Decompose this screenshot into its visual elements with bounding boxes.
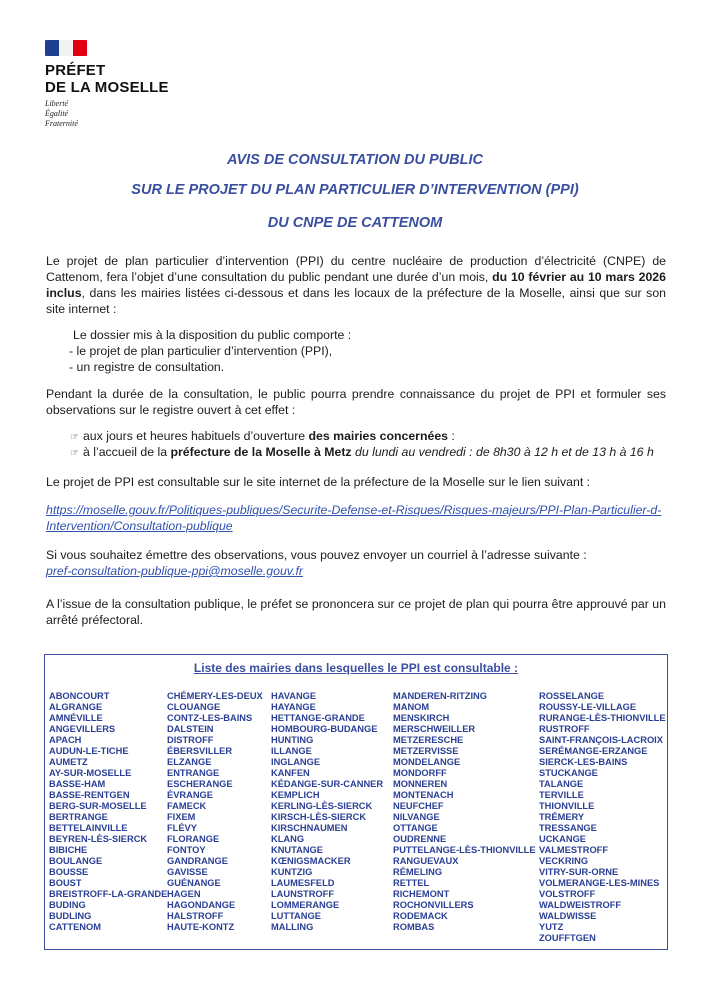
mairie-item: RUSTROFF xyxy=(539,724,590,734)
mairie-item: LAUMESFELD xyxy=(271,878,335,888)
marianne-flag-icon xyxy=(45,40,87,56)
mairie-item: WALDWISSE xyxy=(539,911,597,921)
republic-motto xyxy=(45,99,205,129)
title-line-2: SUR LE PROJET DU PLAN PARTICULIER D’INTERVENTION (PPI) xyxy=(131,182,579,198)
mairie-item: ZOUFFTGEN xyxy=(539,933,596,943)
mairies-column-5 xyxy=(539,691,666,944)
mairie-item: KANFEN xyxy=(271,768,310,778)
pointing-hand-icon: ☞ xyxy=(70,448,79,459)
mairie-item: HAGEN xyxy=(167,889,201,899)
mairie-item: ROSSELANGE xyxy=(539,691,605,701)
mairie-item: VITRY-SUR-ORNE xyxy=(539,867,619,877)
email-paragraph: Si vous souhaitez émettre des observations, vous pouvez envoyer un courriel à l’adresse suivante : pref-consultation-publique-ppi@moselle.gouv.fr xyxy=(46,547,666,579)
mairies-title: Liste des mairies dans lesquelles le PPI est consultable : xyxy=(193,661,519,675)
mairie-item: SERÉMANGE-ERZANGE xyxy=(539,746,648,756)
mairie-item: RANGUEVAUX xyxy=(393,856,459,866)
mairie-item: ROCHONVILLERS xyxy=(393,900,474,910)
mairie-item: BIBICHE xyxy=(49,845,88,855)
mairie-item: GAVISSE xyxy=(167,867,208,877)
mairie-item: ELZANGE xyxy=(167,757,212,767)
mairie-item: HETTANGE-GRANDE xyxy=(271,713,365,723)
mairie-item: GANDRANGE xyxy=(167,856,228,866)
mairie-item: KERLING-LÈS-SIERCK xyxy=(271,801,373,811)
mairie-item: KLANG xyxy=(271,834,305,844)
mairie-item: MALLING xyxy=(271,922,314,932)
mairie-item: KUNTZIG xyxy=(271,867,313,877)
mairie-item: ALGRANGE xyxy=(49,702,103,712)
email-link[interactable]: pref-consultation-publique-ppi@moselle.gouv.fr xyxy=(46,564,303,578)
mairie-item: DISTROFF xyxy=(167,735,214,745)
mairie-item: METZERESCHE xyxy=(393,735,464,745)
mairie-item: INGLANGE xyxy=(271,757,321,767)
consultation-paragraph: Pendant la durée de la consultation, le public pourra prendre connaissance du projet de PPI et formuler ses observations sur le registre ouvert à cet effet : xyxy=(46,387,666,417)
mairie-item: LAUNSTROFF xyxy=(271,889,335,899)
mairie-item: PUTTELANGE-LÈS-THIONVILLE xyxy=(393,845,536,855)
mairie-item: BREISTROFF-LA-GRANDE xyxy=(49,889,168,899)
mairie-item: METZERVISSE xyxy=(393,746,459,756)
mairie-item: GUÉNANGE xyxy=(167,878,221,888)
mairie-item: MANDEREN-RITZING xyxy=(393,691,487,701)
mairie-item: MONTENACH xyxy=(393,790,454,800)
mairie-item: ENTRANGE xyxy=(167,768,220,778)
mairie-item: VALMESTROFF xyxy=(539,845,609,855)
mairie-item: APACH xyxy=(49,735,82,745)
mairie-item: RURANGE-LÈS-THIONVILLE xyxy=(539,713,666,723)
mairie-item: STUCKANGE xyxy=(539,768,598,778)
mairie-item: FLÉVY xyxy=(167,823,197,833)
mairie-item: ABONCOURT xyxy=(49,691,110,701)
mairie-item: YUTZ xyxy=(539,922,564,932)
mairie-item: TRÉMERY xyxy=(539,812,585,822)
mairie-item: MONDORFF xyxy=(393,768,447,778)
mairie-item: BUDING xyxy=(49,900,86,910)
locations-list xyxy=(70,428,680,460)
mairie-item: CONTZ-LES-BAINS xyxy=(167,713,253,723)
mairie-item: KŒNIGSMACKER xyxy=(271,856,351,866)
mairies-column-2 xyxy=(167,691,263,933)
mairie-item: TALANGE xyxy=(539,779,584,789)
mairie-item: MENSKIRCH xyxy=(393,713,450,723)
motto-egalite: Égalité xyxy=(45,109,69,118)
website-link[interactable]: https://moselle.gouv.fr/Politiques-publiques/Securite-Defense-et-Risques/Risques-majeurs/PPI-Plan-Particulier-d-Intervention/Consultation-publique xyxy=(46,503,662,533)
mairie-item: HALSTROFF xyxy=(167,911,224,921)
mairie-item: RETTEL xyxy=(393,878,430,888)
dossier-intro: Le dossier mis à la disposition du public comporte : xyxy=(73,328,352,342)
motto-liberte: Liberté xyxy=(45,99,69,108)
mairie-item: VOLSTROFF xyxy=(539,889,596,899)
mairie-item: AUDUN-LE-TICHE xyxy=(49,746,129,756)
mairie-item: BASSE-HAM xyxy=(49,779,106,789)
title-line-1: AVIS DE CONSULTATION DU PUBLIC xyxy=(227,152,483,168)
mairie-item: FAMECK xyxy=(167,801,207,811)
mairie-item: LUTTANGE xyxy=(271,911,321,921)
mairies-column-1 xyxy=(49,691,167,933)
mairie-item: BOULANGE xyxy=(49,856,103,866)
consultation-dates: du 10 février au 10 mars 2026 inclus xyxy=(46,270,666,300)
mairie-item: HUNTING xyxy=(271,735,314,745)
mairie-item: MONNEREN xyxy=(393,779,448,789)
mairie-item: KNUTANGE xyxy=(271,845,323,855)
mairie-item: VECKRING xyxy=(539,856,589,866)
mairie-item: FLORANGE xyxy=(167,834,220,844)
mairie-item: HAGONDANGE xyxy=(167,900,236,910)
mairie-item: HAYANGE xyxy=(271,702,316,712)
mairie-item: WALDWEISTROFF xyxy=(539,900,622,910)
mairie-item: KIRSCHNAUMEN xyxy=(271,823,348,833)
mairie-item: NEUFCHEF xyxy=(393,801,444,811)
dossier-item: - un registre de consultation. xyxy=(69,360,225,374)
mairie-item: AMNÉVILLE xyxy=(49,713,103,723)
mairie-item: BOUST xyxy=(49,878,82,888)
mairie-item: AUMETZ xyxy=(49,757,88,767)
mairie-item: VOLMERANGE-LES-MINES xyxy=(539,878,660,888)
mairie-item: BEYREN-LÈS-SIERCK xyxy=(49,834,148,844)
mairie-item: MONDELANGE xyxy=(393,757,461,767)
mairie-item: ROUSSY-LE-VILLAGE xyxy=(539,702,637,712)
mairie-item: BETTELAINVILLE xyxy=(49,823,128,833)
mairie-item: THIONVILLE xyxy=(539,801,595,811)
mairie-item: SAINT-FRANÇOIS-LACROIX xyxy=(539,735,663,745)
mairie-item: MANOM xyxy=(393,702,430,712)
mairie-item: KÉDANGE-SUR-CANNER xyxy=(271,779,384,789)
dossier-contents xyxy=(69,327,633,375)
mairies-column-3 xyxy=(271,691,383,933)
website-paragraph: Le projet de PPI est consultable sur le site internet de la préfecture de la Moselle sur le lien suivant : xyxy=(46,475,591,489)
mairie-item: SIERCK-LES-BAINS xyxy=(539,757,628,767)
mairie-item: LOMMERANGE xyxy=(271,900,340,910)
mairie-item: ÉVRANGE xyxy=(167,790,213,800)
mairie-item: HAVANGE xyxy=(271,691,317,701)
mairie-item: KEMPLICH xyxy=(271,790,320,800)
mairies-box xyxy=(44,654,668,950)
mairie-item: BERG-SUR-MOSELLE xyxy=(49,801,147,811)
mairie-item: NILVANGE xyxy=(393,812,440,822)
mairie-item: BUDLING xyxy=(49,911,92,921)
mairie-item: CATTENOM xyxy=(49,922,101,932)
mairie-item: DALSTEIN xyxy=(167,724,214,734)
mairie-item: RICHEMONT xyxy=(393,889,450,899)
location-item-mairies: ☞ aux jours et heures habituels d’ouverture des mairies concernées : xyxy=(70,429,455,443)
mairie-item: BERTRANGE xyxy=(49,812,108,822)
mairie-item: TERVILLE xyxy=(539,790,584,800)
mairie-item: ROMBAS xyxy=(393,922,435,932)
motto-fraternite: Fraternité xyxy=(45,119,78,128)
mairie-item: FONTOY xyxy=(167,845,206,855)
mairie-item: BOUSSE xyxy=(49,867,89,877)
mairie-item: KIRSCH-LÈS-SIERCK xyxy=(271,812,367,822)
intro-paragraph: Le projet de plan particulier d’intervention (PPI) du centre nucléaire de production d’électricité (CNPE) de Cattenom, fera l’objet d’une consultation du public pendant une durée d’un mois, du 10 février au 10 mars 2026 inclus, dans les mairies listées ci-dessous et dans les locaux de la préfecture de la Moselle, ainsi que sur son site internet : xyxy=(46,254,666,316)
pointing-hand-icon: ☞ xyxy=(70,432,79,443)
location-item-prefecture: ☞ à l’accueil de la préfecture de la Moselle à Metz du lundi au vendredi : de 8h30 à 12 h et de 13 h à 16 h xyxy=(70,445,654,459)
title-line-3: DU CNPE DE CATTENOM xyxy=(267,215,443,231)
mairie-item: RODEMACK xyxy=(393,911,448,921)
mairie-item: RÉMELING xyxy=(393,867,443,877)
mairie-item: ANGEVILLERS xyxy=(49,724,116,734)
mairie-item: OUDRENNE xyxy=(393,834,447,844)
mairie-item: CHÉMERY-LES-DEUX xyxy=(167,691,263,701)
prefecture-logo xyxy=(45,40,205,129)
prefect-line-1: PRÉFET xyxy=(45,62,106,79)
mairie-item: TRESSANGE xyxy=(539,823,597,833)
mairie-item: UCKANGE xyxy=(539,834,587,844)
prefect-line-2: DE LA MOSELLE xyxy=(45,79,169,96)
mairie-item: MERSCHWEILLER xyxy=(393,724,476,734)
mairie-item: ILLANGE xyxy=(271,746,312,756)
dossier-item: - le projet de plan particulier d’intervention (PPI), xyxy=(69,344,333,358)
mairies-column-4 xyxy=(393,691,536,933)
mairie-item: HAUTE-KONTZ xyxy=(167,922,235,932)
mairie-item: BASSE-RENTGEN xyxy=(49,790,130,800)
mairie-item: ESCHERANGE xyxy=(167,779,233,789)
mairie-item: FIXEM xyxy=(167,812,196,822)
mairie-item: CLOUANGE xyxy=(167,702,221,712)
mairie-item: ÉBERSVILLER xyxy=(167,746,233,756)
mairie-item: OTTANGE xyxy=(393,823,438,833)
mairie-item: HOMBOURG-BUDANGE xyxy=(271,724,378,734)
mairie-item: AY-SUR-MOSELLE xyxy=(49,768,132,778)
conclusion-paragraph: A l’issue de la consultation publique, le préfet se prononcera sur ce projet de plan qui pourra être approuvé par un arrêté préfectoral. xyxy=(46,597,666,627)
